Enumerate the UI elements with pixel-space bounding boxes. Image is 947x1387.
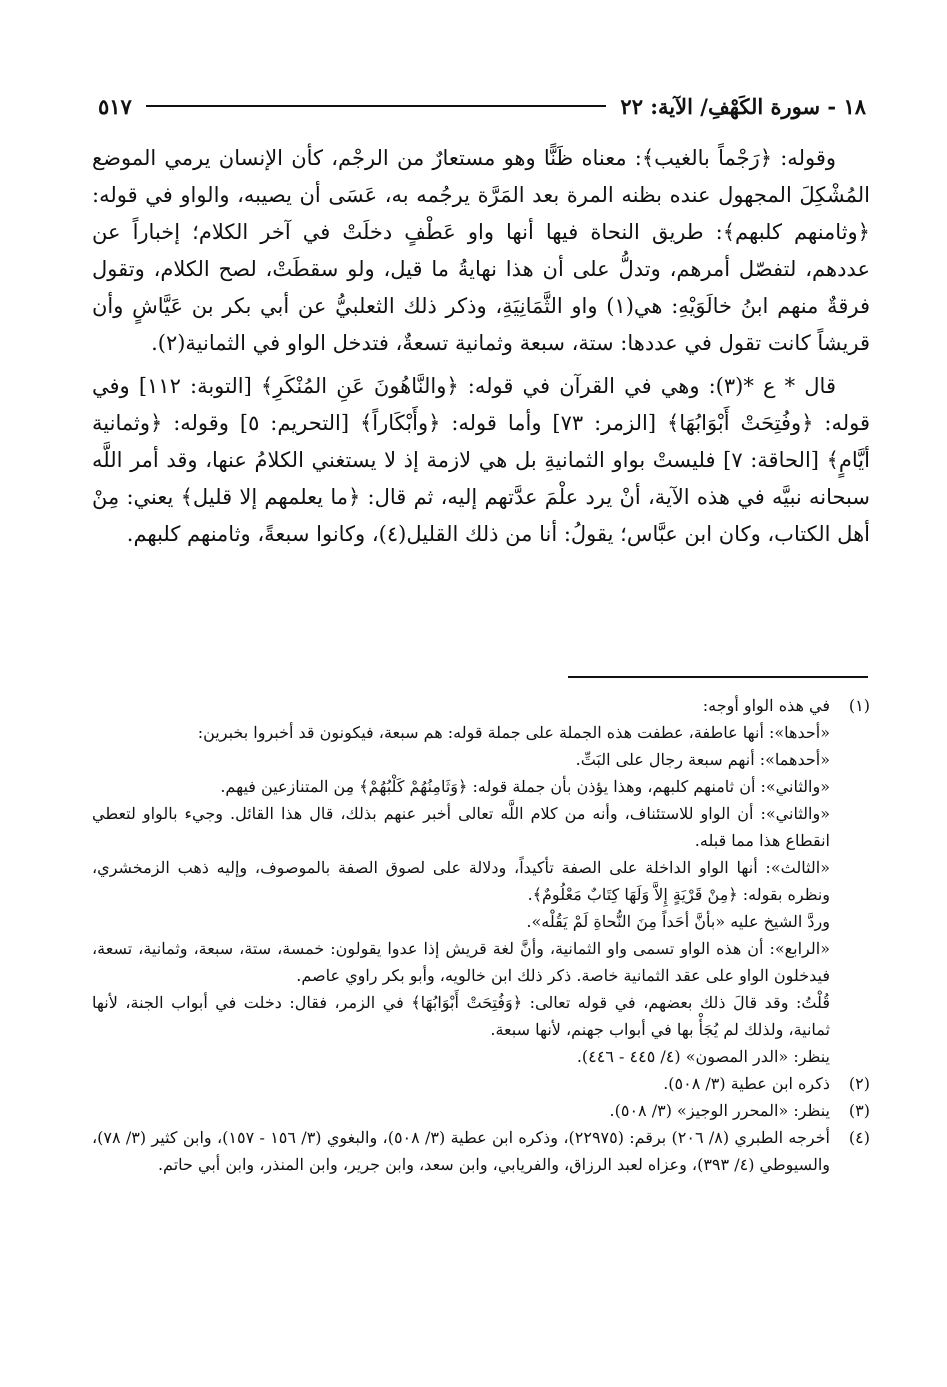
footnote-number: (١) <box>848 696 870 715</box>
page-header <box>98 88 866 124</box>
paragraph: قال * ع *(٣): وهي في القرآن في قوله: ﴿والنَّاهُونَ عَنِ المُنْكَرِ﴾ [التوبة: ١١٢] وفي قوله: ﴿وفُتِحَتْ أَبْوَابُهَا﴾ [الزمر: ٧٣] وأما قوله: ﴿وأَبْكَاراً﴾ [التحريم: ٥] وقوله: ﴿وثمانية أيَّامٍ﴾ [الحاقة: ٧] فليستْ بواو الثمانيةِ بل هي لازمة إذ لا يستغني الكلامُ عنها، وقد أمر اللَّه سبحانه نبيَّه في هذه الآية، أنْ يرد علْمَ عدَّتهم إليه، ثم قال: ﴿ما يعلمهم إلا قليل﴾ يعني: مِنْ أهل الكتاب، وكان ابن عبَّاس؛ يقولُ: أنا من ذلك القليل(٤)، وكانوا سبعةً، وثامنهم كلبهم. <box>92 374 870 546</box>
footnote-line: ينظر: «المحرر الوجيز» (٣/ ٥٠٨). <box>609 1101 830 1120</box>
footnote-line: في هذه الواو أوجه: <box>702 696 830 715</box>
header-rule <box>146 105 607 107</box>
footnote-1 <box>92 692 870 1070</box>
footnote-separator <box>568 676 868 678</box>
footnote-4 <box>92 1124 870 1178</box>
footnote-line: أخرجه الطبري (٨/ ٢٠٦) برقم: (٢٢٩٧٥)، وذكره ابن عطية (٣/ ٥٠٨)، والبغوي (٣/ ١٥٦ - ١٥٧)، وابن كثير (٣/ ٧٨)، والسيوطي (٤/ ٣٩٣)، وعزاه لعبد الرزاق، والفريابي، وابن سعد، وابن جرير، وابن المنذر، وابن أبي حاتم. <box>92 1128 830 1174</box>
footnote-line: «الثالث»: أنها الواو الداخلة على الصفة تأكيداً، ودلالة على لصوق الصفة بالموصوف، وإليه ذهب الزمخشري، ونظره بقوله: ﴿مِنْ قَرْيَةٍ إِلاَّ وَلَهَا كِتَابٌ مَعْلُومٌ﴾. <box>92 858 830 904</box>
running-title: ١٨ - سورة الكَهْفِ/ الآية: ٢٢ <box>620 93 866 119</box>
paragraph: وقوله: ﴿رَجْماً بالغيب﴾: معناه ظَنًّا وهو مستعارٌ من الرجْم، كأن الإنسان يرمي الموضع المُشْكِلَ المجهول عنده بظنه المرة بعد المَرَّة يرجُمه به، عَسَى أن يصيبه، والواو في قوله: ﴿وثامنهم كلبهم﴾: طريق النحاة فيها أنها واو عَطْفٍ دخلَتْ في آخر الكلام؛ إخباراً عن عددهم، لتفصّل أمرهم، وتدلُّ على أن هذا نهايةُ ما قيل، ولو سقطَتْ، لصح الكلام، وتقول فرقةٌ منهم ابنُ خالَوَيْهِ: هي(١) واو الثَّمَانِيَةِ، وذكر ذلك الثعلبيُّ عن أبي بكر بن عَيَّاشٍ وأن قريشاً كانت تقول في عددها: ستة، سبعة وثمانية تسعةٌ، فتدخل الواو في الثمانية(٢). <box>92 146 870 355</box>
footnote-3 <box>92 1097 870 1124</box>
footnote-number: (٢) <box>848 1074 870 1093</box>
footnote-line: «الرابع»: أن هذه الواو تسمى واو الثمانية، وأنَّ لغة قريش إذا عدوا يقولون: خمسة، ستة، سبعة، وثمانية، تسعة، فيدخلون الواو على عقد الثمانية خاصة. ذكر ذلك ابن خالويه، وأبو بكر راوي عاصم. <box>92 939 830 985</box>
footnote-line: «والثاني»: أن ثامنهم كلبهم، وهذا يؤذن بأن جملة قوله: ﴿وَثَامِنُهُمْ كَلْبُهُمْ﴾ مِن المتنازعين فيهم. <box>220 777 830 796</box>
footnote-line: «والثاني»: أن الواو للاستئناف، وأنه من كلام اللَّه تعالى أخبر عنهم بذلك، قال هذا القائل. وجيء بالواو لتعطي انقطاع هذا مما قبله. <box>92 804 830 850</box>
footnote-line: «أحدهما»: أنهم سبعة رجال على البَتِّ. <box>575 750 830 769</box>
footnote-number: (٤) <box>848 1128 870 1147</box>
footnote-line: قُلْتُ: وقد قالَ ذلك بعضهم، في قوله تعالى: ﴿وَفُتِحَتْ أَبْوَابُهَا﴾ في الزمر، فقال: دخلت في أبواب الجنة، لأنها ثمانية، ولذلك لم يُجَأْ بها في أبواب جهنم، لأنها سبعة. <box>92 993 830 1039</box>
footnote-2 <box>92 1070 870 1097</box>
footnote-line: «أحدها»: أنها عاطفة، عطفت هذه الجملة على جملة قوله: هم سبعة، فيكونون قد أخبروا بخبرين: <box>197 723 830 742</box>
footnote-line: ذكره ابن عطية (٣/ ٥٠٨). <box>663 1074 830 1093</box>
footnote-line: ينظر: «الدر المصون» (٤/ ٤٤٥ - ٤٤٦). <box>576 1047 830 1066</box>
footnote-number: (٣) <box>848 1101 870 1120</box>
footnotes <box>92 692 870 1178</box>
page-number: ٥١٧ <box>98 93 132 119</box>
footnote-line: وردَّ الشيخ عليه «بأنَّ أحَداً مِنَ النُّحاةِ لَمْ يَقُلْه». <box>526 912 830 931</box>
main-text <box>92 140 870 559</box>
